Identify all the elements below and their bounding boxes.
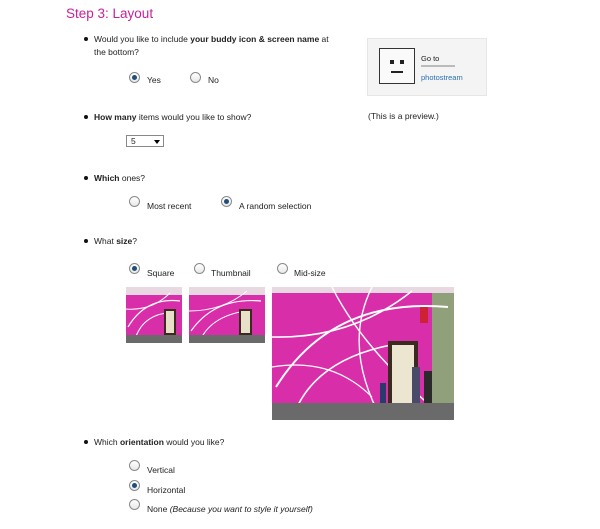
none-note: (Because you want to style it yourself) [169, 504, 313, 514]
radio-mid-size[interactable] [277, 263, 288, 274]
chevron-down-icon [154, 140, 160, 144]
label-none: None (Because you want to style it yourself) [147, 504, 313, 514]
radio-random[interactable] [221, 196, 232, 207]
radio-thumbnail[interactable] [194, 263, 205, 274]
radio-most-recent[interactable] [129, 196, 140, 207]
preview-screen-name [421, 65, 455, 67]
label-horizontal: Horizontal [147, 485, 186, 495]
label-mid-size: Mid-size [294, 268, 326, 278]
q1-bold: your buddy icon & screen name [190, 34, 320, 44]
label-most-recent: Most recent [147, 201, 192, 211]
label-yes: Yes [147, 75, 161, 85]
buddy-icon [379, 48, 415, 84]
item-count-select[interactable]: 5 [126, 135, 164, 147]
bullet [84, 37, 88, 41]
label-random: A random selection [239, 201, 312, 211]
preview-note: (This is a preview.) [368, 111, 439, 121]
radio-yes[interactable] [129, 72, 140, 83]
square-photo-preview [126, 287, 182, 343]
radio-no[interactable] [190, 72, 201, 83]
radio-vertical[interactable] [129, 460, 140, 471]
q1-line2: the bottom? [94, 47, 139, 57]
label-thumbnail: Thumbnail [211, 268, 251, 278]
step-title: Step 3: Layout [66, 6, 154, 21]
radio-none[interactable] [129, 499, 140, 510]
mid-size-photo-preview [272, 287, 454, 420]
label-square: Square [147, 268, 175, 278]
label-no: No [208, 75, 219, 85]
preview-go-to: Go to [421, 54, 440, 63]
buddy-preview-box [367, 38, 487, 96]
radio-horizontal[interactable] [129, 480, 140, 491]
photostream-link[interactable]: photostream [421, 73, 463, 82]
label-vertical: Vertical [147, 465, 175, 475]
thumbnail-photo-preview [189, 287, 265, 343]
radio-square[interactable] [129, 263, 140, 274]
